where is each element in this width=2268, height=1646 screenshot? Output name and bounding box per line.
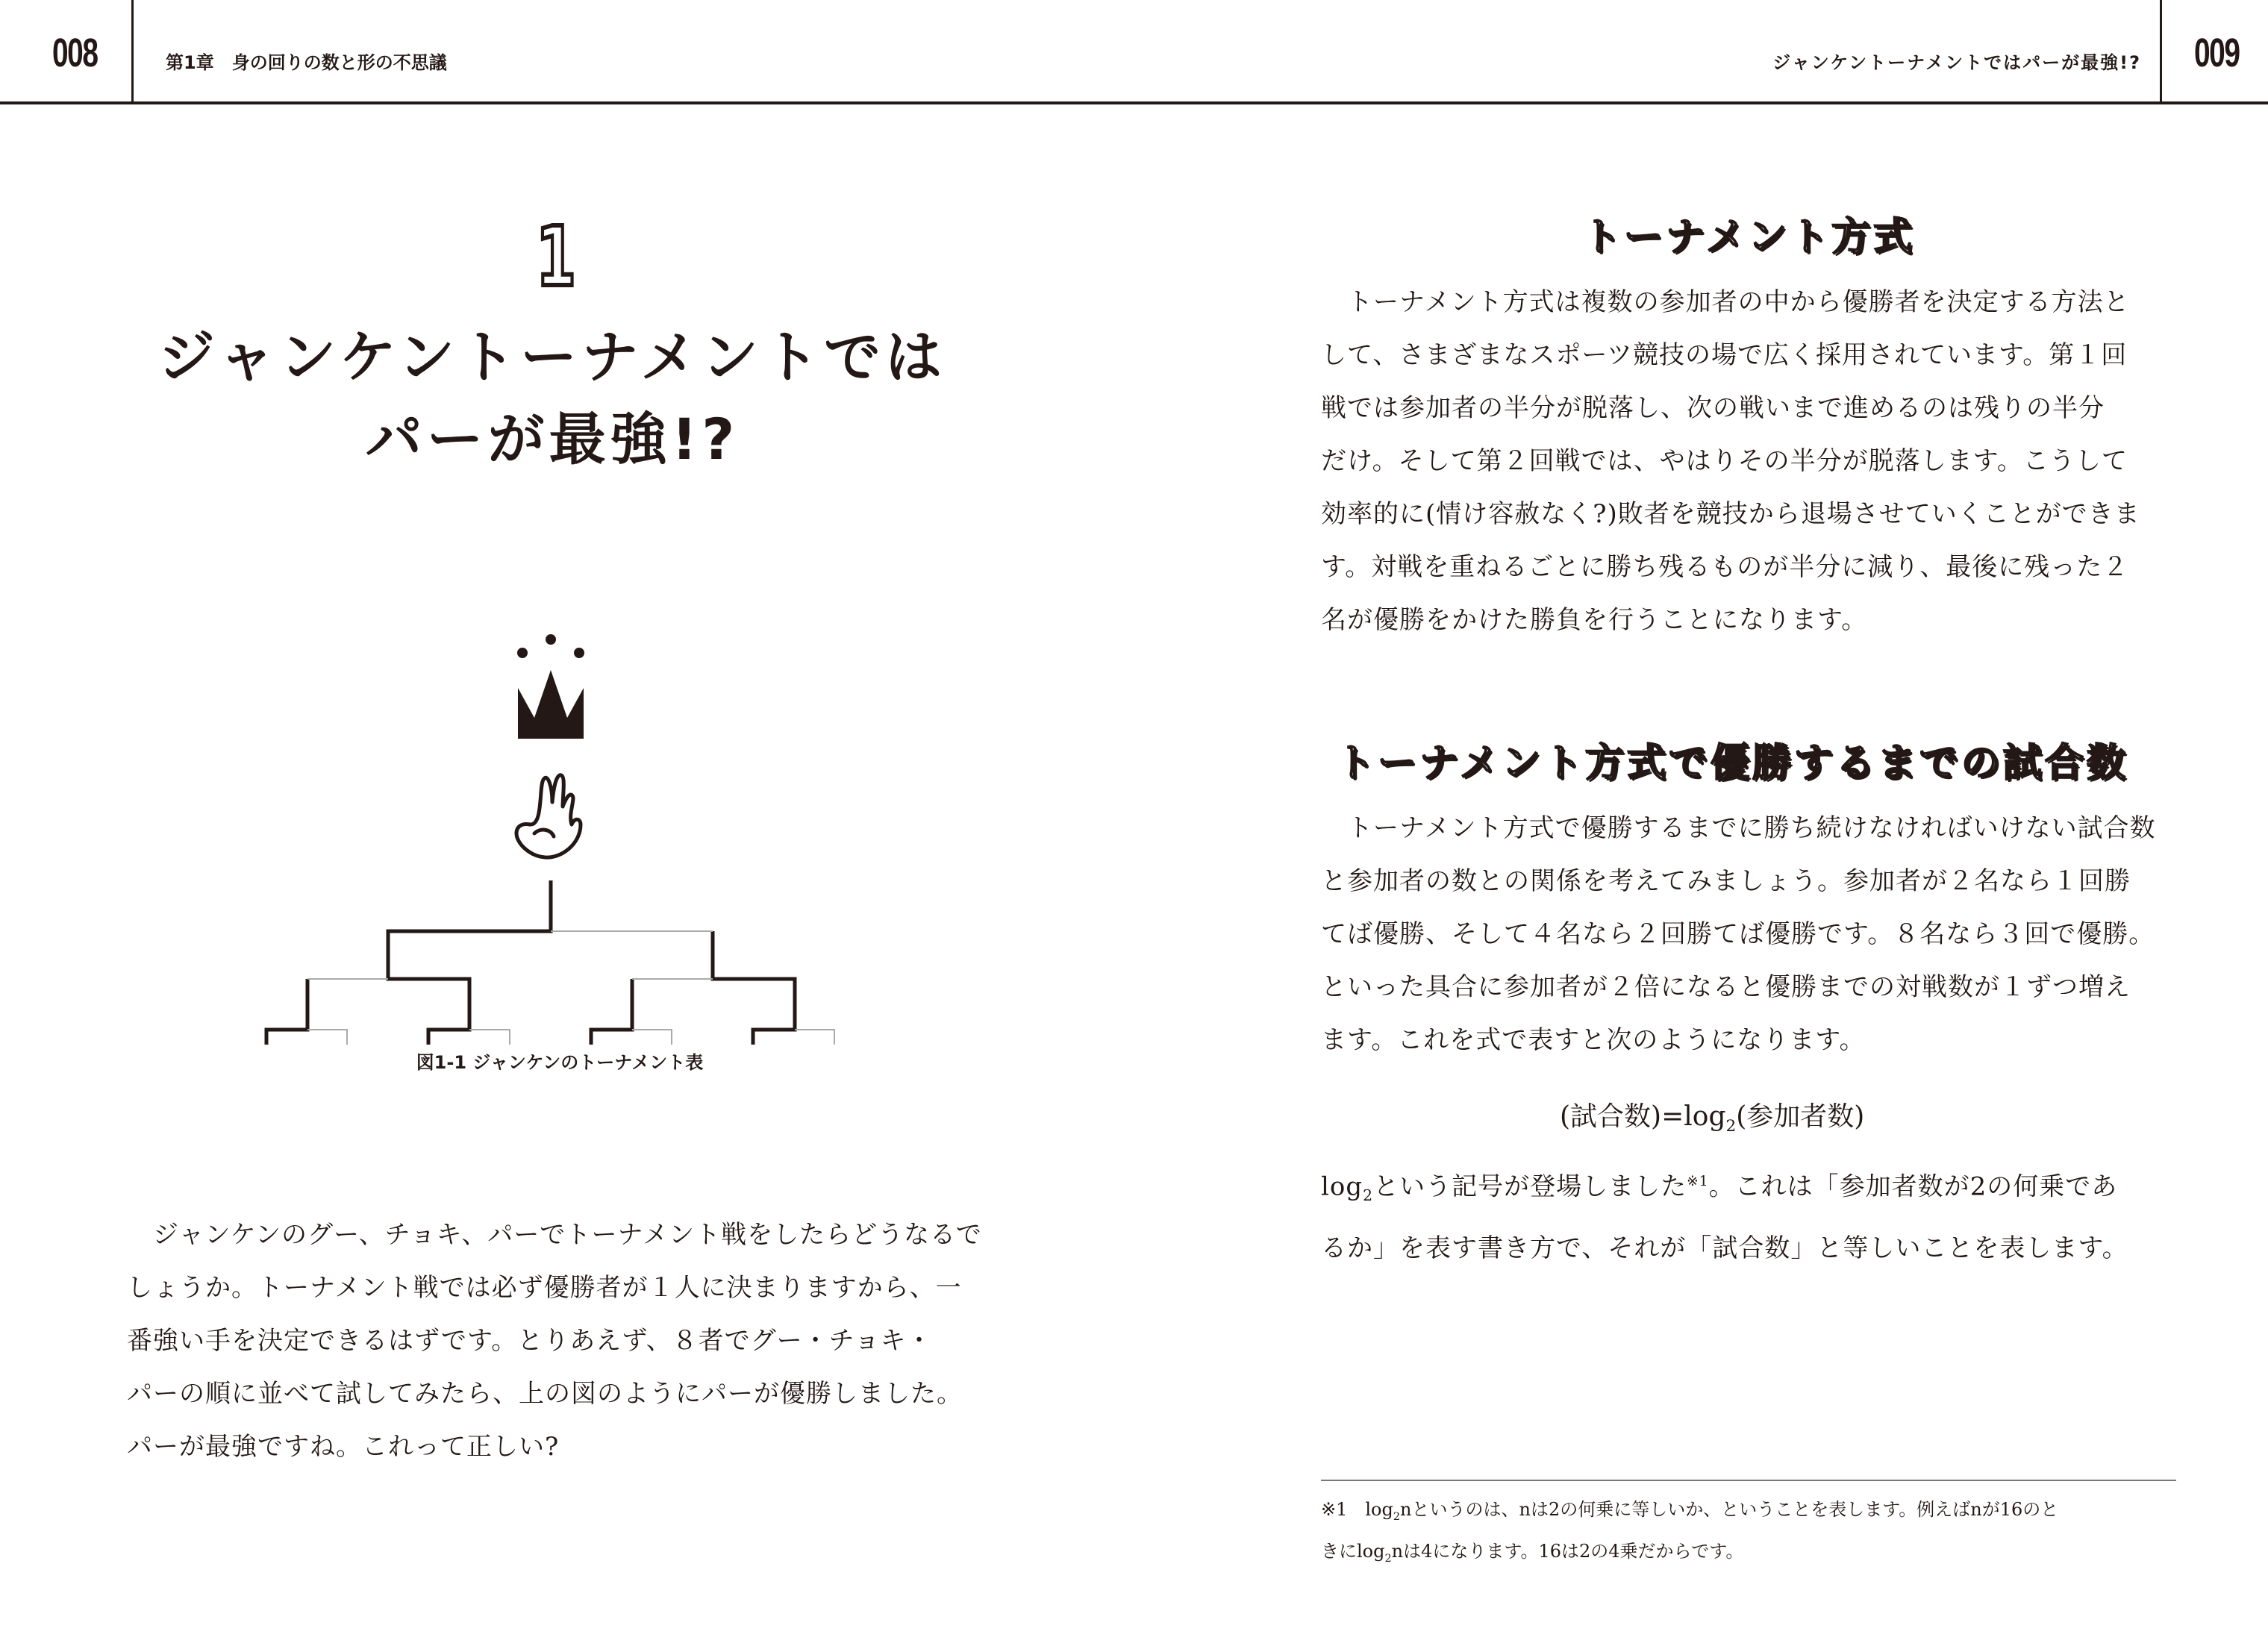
chapter-number: 1 (536, 209, 576, 304)
tournament-figure (0, 0, 1119, 1045)
body-line: す。対戦を重ねるごとに勝ち残るものが半分に減り、最後に残った２ (1321, 552, 2129, 582)
body-line: トーナメント方式は複数の参加者の中から優勝者を決定する方法と (1321, 287, 2130, 317)
page-number-left: 008 (52, 31, 98, 75)
body-line: しょうか。トーナメント戦では必ず優勝者が１人に決まりますから、一 (127, 1273, 962, 1303)
paper-hand-icon (516, 775, 581, 857)
chapter-title-line-2: パーが最強!? (365, 406, 740, 472)
footnote-text: nというのは、nは2の何乗に等しいか、ということを表します。例えばnが16のと (1400, 1499, 2059, 1520)
footnote-text: nは4になります。16は2の4乗だからです。 (1391, 1540, 1744, 1562)
left-body-text (127, 1209, 982, 1474)
log-base: 2 (1384, 1552, 1392, 1565)
footnote-ref[interactable]: ※1 (1687, 1174, 1709, 1189)
bracket-lines (266, 880, 834, 1045)
section-title-tournament-format: トーナメント方式 (1582, 215, 1915, 260)
footnote-rule (1321, 1480, 2176, 1481)
footnote-text: きにlog (1321, 1540, 1385, 1562)
log-base: 2 (1393, 1510, 1401, 1523)
footnote-line (1321, 1534, 2058, 1576)
log-text: log (1321, 1171, 1363, 1202)
body-line: トーナメント方式で優勝するまでに勝ち続けなければいけない試合数 (1321, 813, 2156, 843)
body-line: ます。これを式で表すと次のようになります。 (1321, 1025, 1866, 1055)
header-divider-right (2160, 0, 2162, 103)
body-line: るか」を表す書き方で、それが「試合数」と等しいことを表します。 (1321, 1233, 2128, 1264)
body-line: だけ。そして第２回戦では、やはりその半分が脱落します。こうして (1321, 446, 2128, 476)
body-line: パーの順に並べて試してみたら、上の図のようにパーが優勝しました。 (127, 1379, 963, 1409)
body-line: 効率的に(情け容赦なく?)敗者を競技から退場させていくことができま (1321, 499, 2140, 529)
page-number-right: 009 (2194, 31, 2240, 75)
formula-lhs: (試合数)=log (1560, 1101, 1726, 1132)
body-line: 名が優勝をかけた勝負を行うことになります。 (1321, 605, 1868, 635)
body-line: パーが最強ですね。これって正しい? (127, 1432, 560, 1462)
body-line: して、さまざまなスポーツ競技の場で広く採用されています。第１回 (1321, 340, 2128, 370)
running-header-left: 第1章 身の回りの数と形の不思議 (166, 52, 447, 73)
running-header-right: ジャンケントーナメントではパーが最強!? (1772, 52, 2141, 73)
footnote-line (1321, 1492, 2058, 1534)
footnote-mark: ※1 log (1321, 1499, 1393, 1520)
body-text: 。これは「参加者数が2の何乗であ (1708, 1171, 2118, 1202)
body-line: と参加者の数との関係を考えてみましょう。参加者が２名なら１回勝 (1321, 866, 2131, 896)
body-line: といった具合に参加者が２倍になると優勝までの対戦数が１ずつ増え (1321, 972, 2131, 1002)
figure-caption: 図1-1 ジャンケンのトーナメント表 (416, 1052, 704, 1073)
section-title-matches-to-win: トーナメント方式で優勝するまでの試合数 (1336, 741, 2128, 786)
section1-body-text (1321, 276, 2140, 647)
section2-after-formula-text (1321, 1155, 2128, 1275)
formula-base: 2 (1725, 1117, 1737, 1136)
formula-rhs: (参加者数) (1736, 1101, 1865, 1132)
section2-body-text (1321, 802, 2156, 1067)
log-formula (1560, 1095, 1864, 1136)
chapter-title-line-1: ジャンケントーナメントでは (157, 324, 947, 390)
log-base: 2 (1363, 1186, 1374, 1205)
crown-icon (517, 634, 584, 739)
body-line: てば優勝、そして４名なら２回勝てば優勝です。８名なら３回で優勝。 (1321, 919, 2155, 949)
footnote (1321, 1492, 2058, 1576)
body-line (1321, 1155, 2128, 1222)
body-text: という記号が登場しました (1373, 1171, 1687, 1202)
body-line: 番強い手を決定できるはずです。とりあえず、８者でグー・チョキ・ (127, 1326, 933, 1356)
body-line: 戦では参加者の半分が脱落し、次の戦いまで進めるのは残りの半分 (1321, 393, 2105, 423)
body-line: ジャンケンのグー、チョキ、パーでトーナメント戦をしたらどうなるで (127, 1220, 982, 1250)
